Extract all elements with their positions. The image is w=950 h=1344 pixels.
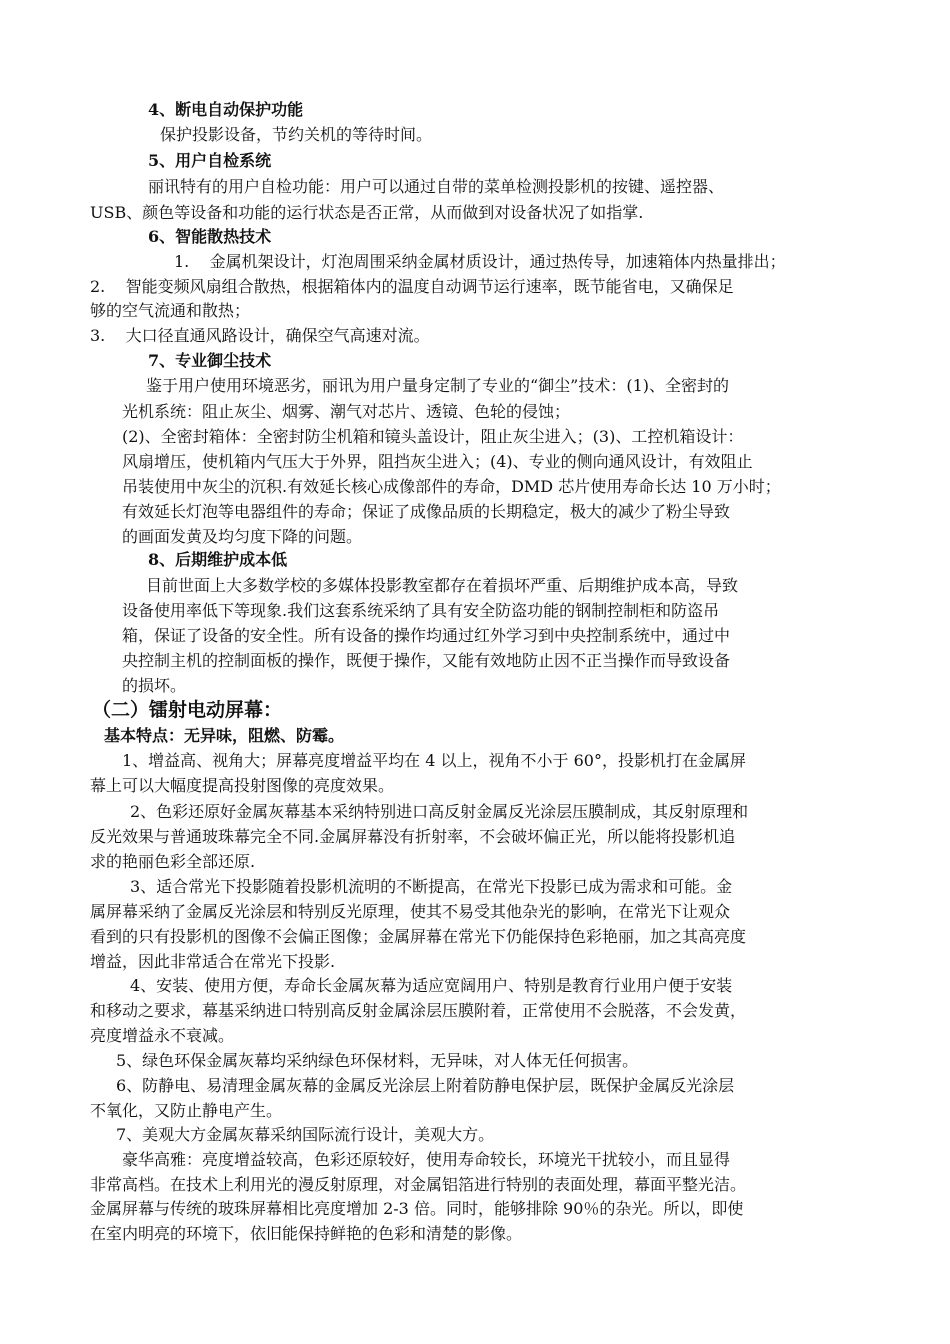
para4-line: 4、安装、使用方便，寿命长金属灰幕为适应宽阔用户、特别是教育行业用户便于安装: [130, 976, 733, 995]
item4-text: 保护投影设备，节约关机的等待时间。: [160, 125, 433, 144]
para2-line: 2、色彩还原好金属灰幕基本采纳特别进口高反射金属反光涂层压膜制成，其反射原理和: [130, 802, 749, 821]
item7-line: 有效延长灯泡等电器组件的寿命；保证了成像品质的长期稳定，极大的减少了粉尘导致: [122, 502, 731, 521]
para8-line: 金属屏幕与传统的玻珠屏幕相比亮度增加 2-3 倍。同时，能够排除 90％的杂光。所以，即使: [90, 1199, 744, 1218]
para7-line: 7、美观大方金属灰幕采纳国际流行设计，美观大方。: [116, 1125, 495, 1144]
item7-title: 7、专业御尘技术: [148, 351, 272, 370]
item7-line: 鉴于用户使用环境恶劣，丽讯为用户量身定制了专业的“御尘”技术：(1)、全密封的: [146, 376, 730, 395]
item5-line: 丽讯特有的用户自检功能：用户可以通过自带的菜单检测投影机的按键、遥控器、: [148, 177, 725, 196]
para4-line: 亮度增益永不衰减。: [90, 1026, 235, 1045]
item7-line: 光机系统：阻止灰尘、烟雾、潮气对芯片、透镜、色轮的侵蚀；: [122, 402, 571, 421]
item7-line: 吊装使用中灰尘的沉积.有效延长核心成像部件的寿命，DMD 芯片使用寿命长达 10 万小时；: [122, 477, 781, 496]
para4-line: 和移动之要求，幕基采纳进口特别高反射金属涂层压膜附着，正常使用不会脱落，不会发黄，: [90, 1001, 747, 1020]
item5-line: USB、颜色等设备和功能的运行状态是否正常，从而做到对设备状况了如指掌.: [90, 203, 644, 222]
item8-line: 的损坏。: [122, 676, 187, 695]
item8-line: 央控制主机的控制面板的操作，既便于操作，又能有效地防止因不正当操作而导致设备: [122, 651, 731, 670]
item7-line: 风扇增压，使机箱内气压大于外界，阻挡灰尘进入；(4)、专业的侧向通风设计，有效阻止: [122, 452, 753, 471]
para6-line: 不氧化，又防止静电产生。: [90, 1101, 283, 1120]
item7-line: 的画面发黄及均匀度下降的问题。: [122, 527, 363, 546]
para3-line: 3、适合常光下投影随着投影机流明的不断提高，在常光下投影已成为需求和可能。金: [130, 877, 733, 896]
item8-line: 设备使用率低下等现象.我们这套系统采纳了具有安全防盗功能的钢制控制柜和防盗吊: [122, 601, 720, 620]
para2-line: 求的艳丽色彩全部还原.: [90, 852, 256, 871]
item6-line: 够的空气流通和散热；: [90, 301, 251, 320]
item6-line: 1. 金属机架设计，灯泡周围采纳金属材质设计，通过热传导，加速箱体内热量排出；: [174, 252, 786, 271]
item5-title: 5、用户自检系统: [148, 151, 272, 170]
basic-features: 基本特点：无异味，阻燃、防霉。: [104, 726, 345, 745]
item8-line: 箱，保证了设备的安全性。所有设备的操作均通过红外学习到中央控制系统中，通过中: [122, 626, 731, 645]
para8-line: 非常高档。在技术上利用光的漫反射原理，对金属铝箔进行特别的表面处理，幕面平整光洁。: [90, 1175, 747, 1194]
para8-line: 在室内明亮的环境下，依旧能保持鲜艳的色彩和清楚的影像。: [90, 1224, 523, 1243]
item4-title: 4、断电自动保护功能: [148, 100, 304, 119]
para3-line: 看到的只有投影机的图像不会偏正图像；金属屏幕在常光下仍能保持色彩艳丽，加之其高亮度: [90, 927, 747, 946]
para3-line: 增益，因此非常适合在常光下投影.: [90, 952, 336, 971]
item7-line: (2)、全密封箱体：全密封防尘机箱和镜头盖设计，阻止灰尘进入；(3)、工控机箱设计：: [122, 427, 744, 446]
section2-heading: （二）镭射电动屏幕：: [92, 699, 283, 721]
item8-title: 8、后期维护成本低: [148, 550, 288, 569]
item6-title: 6、智能散热技术: [148, 227, 272, 246]
item6-line: 3. 大口径直通风路设计，确保空气高速对流。: [90, 326, 430, 345]
para1-line: 1、增益高、视角大；屏幕亮度增益平均在 4 以上，视角不小于 60°，投影机打在金属屏: [122, 751, 746, 770]
item6-line: 2. 智能变频风扇组合散热，根据箱体内的温度自动调节运行速率，既节能省电，又确保足: [90, 277, 734, 296]
para3-line: 属屏幕采纳了金属反光涂层和特别反光原理，使其不易受其他杂光的影响，在常光下让观众: [90, 902, 731, 921]
para2-line: 反光效果与普通玻珠幕完全不同.金属屏幕没有折射率，不会破坏偏正光，所以能将投影机追: [90, 827, 736, 846]
para6-line: 6、防静电、易清理金属灰幕的金属反光涂层上附着防静电保护层，既保护金属反光涂层: [116, 1076, 735, 1095]
para5-line: 5、绿色环保金属灰幕均采纳绿色环保材料，无异味，对人体无任何损害。: [116, 1051, 639, 1070]
item8-line: 目前世面上大多数学校的多媒体投影教室都存在着损坏严重、后期维护成本高，导致: [146, 576, 739, 595]
para1-line: 幕上可以大幅度提高投射图像的亮度效果。: [90, 776, 395, 795]
para8-line: 豪华高雅：亮度增益较高，色彩还原较好，使用寿命较长，环境光干扰较小，而且显得: [122, 1150, 731, 1169]
